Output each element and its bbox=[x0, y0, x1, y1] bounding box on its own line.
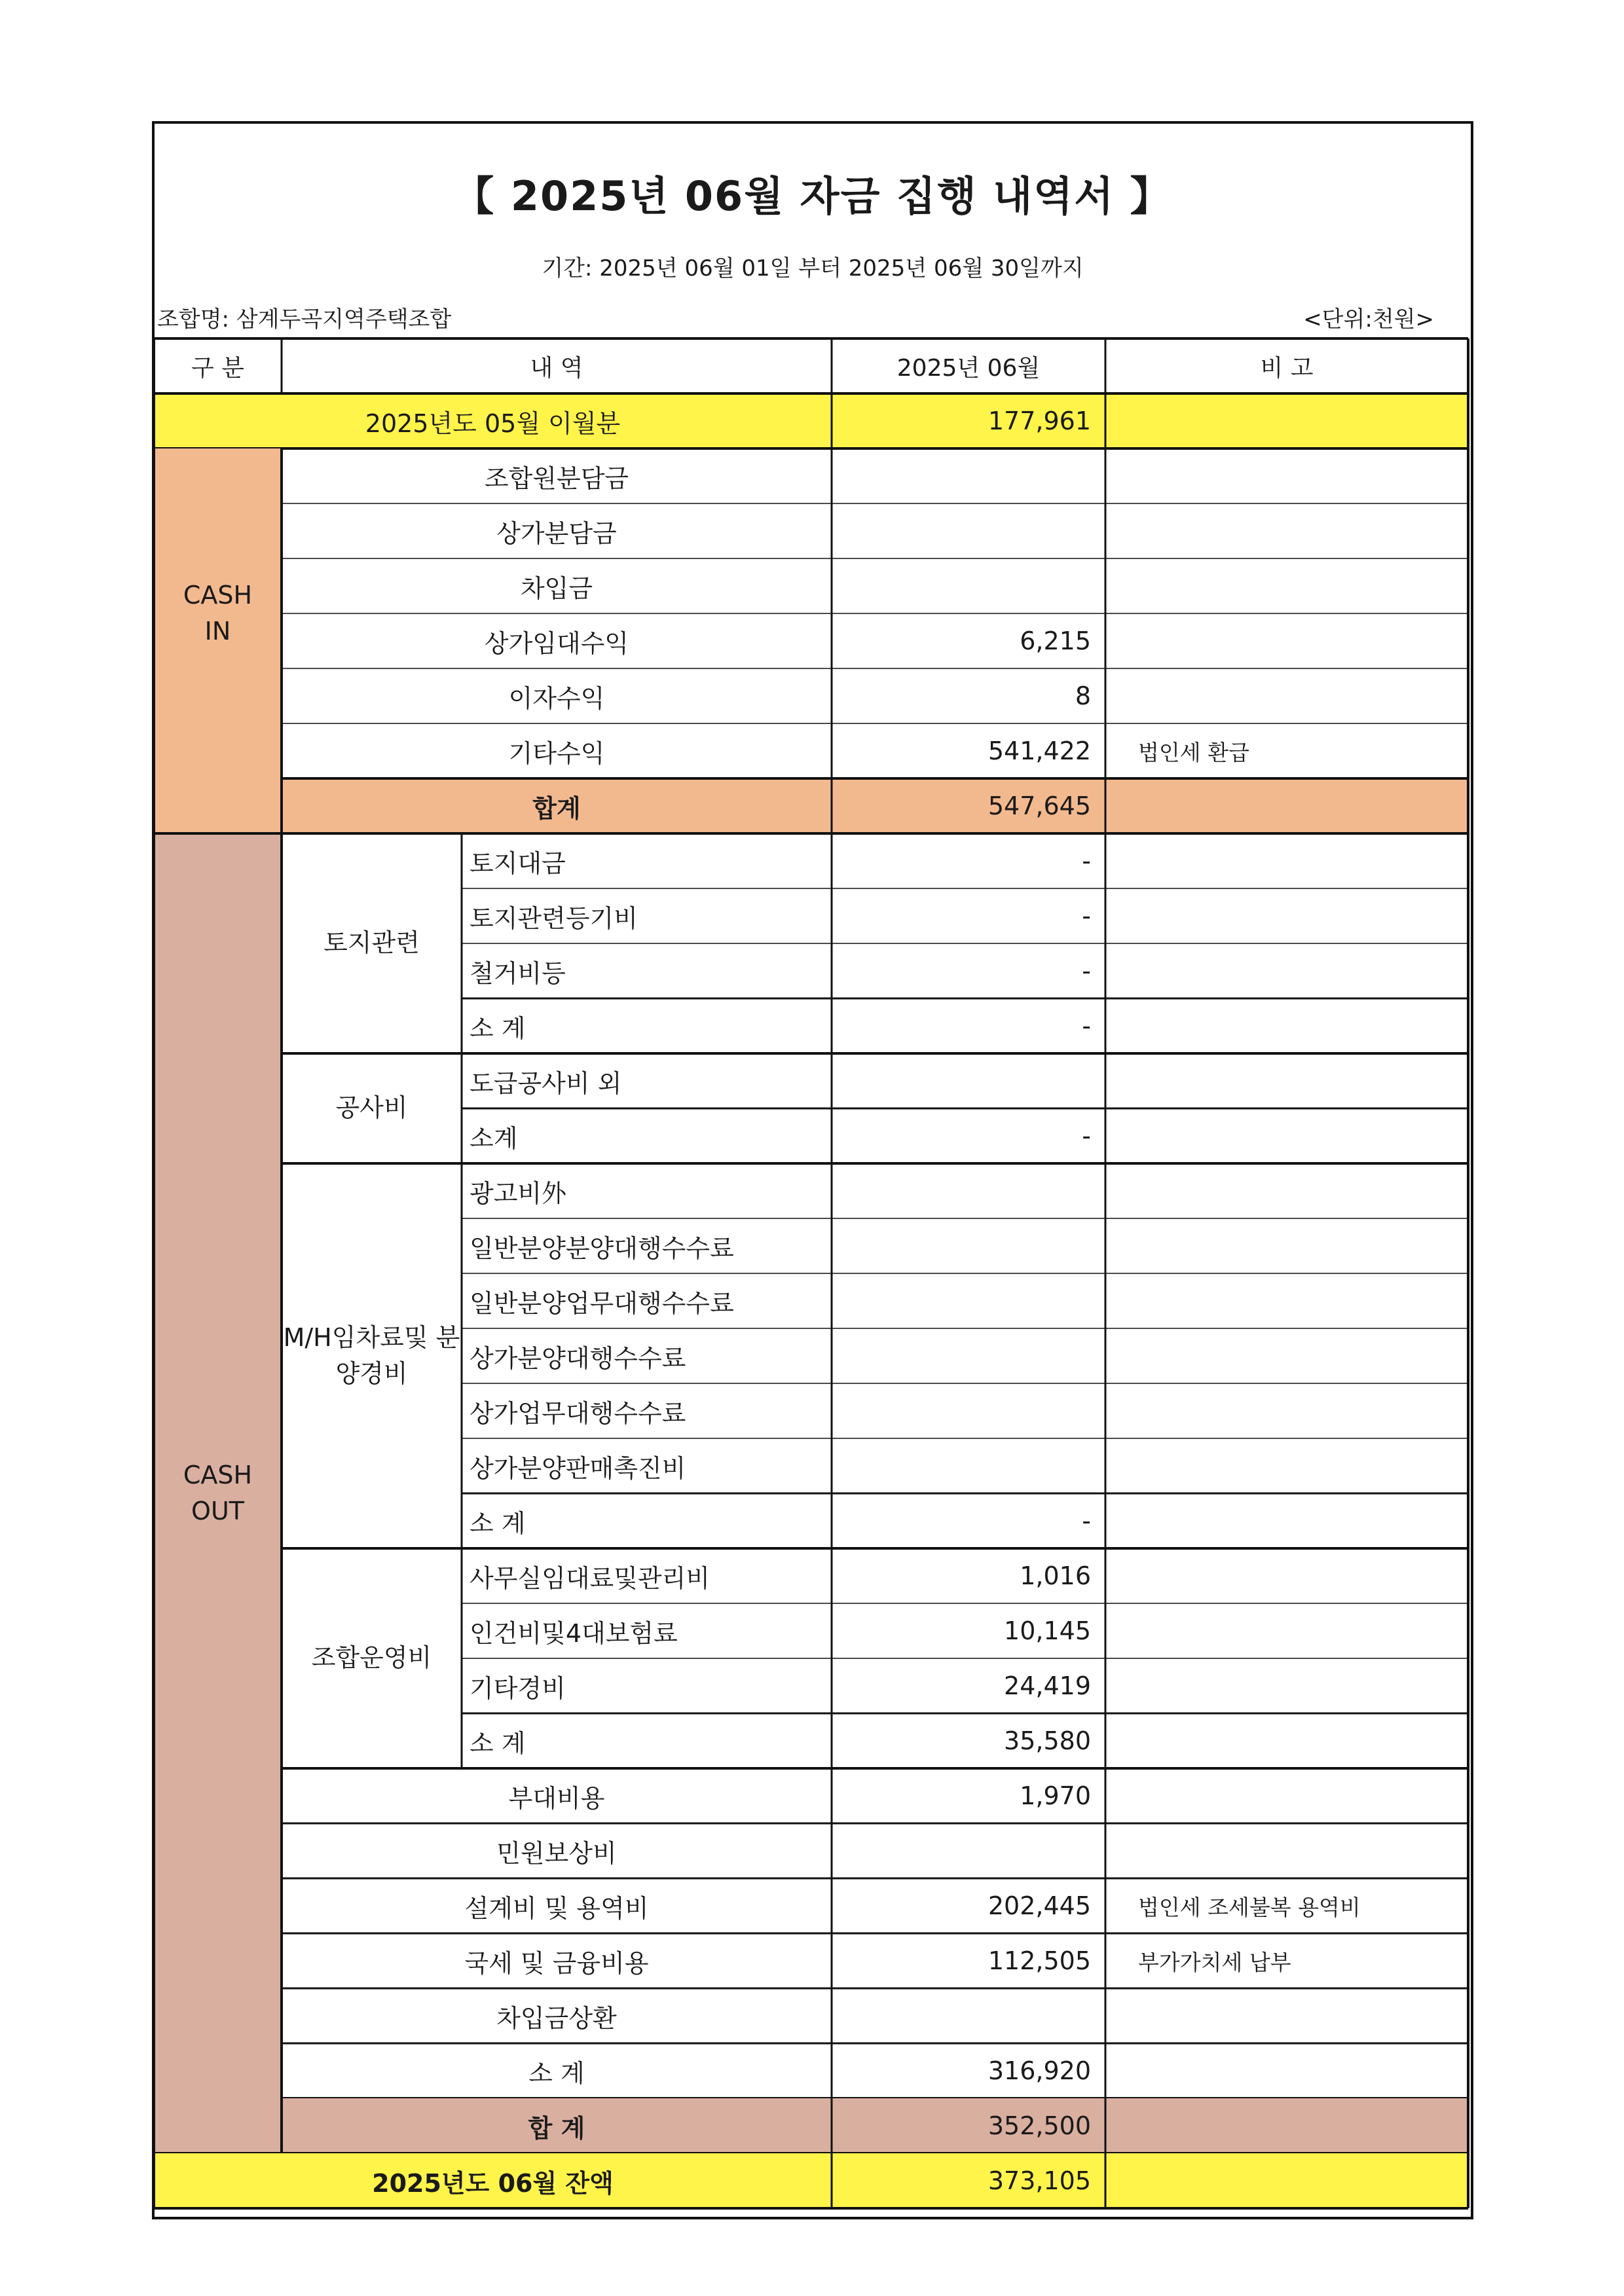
cash-in-item-note: 법인세 환급 bbox=[1138, 739, 1249, 765]
unit-label: <단위:천원> bbox=[1303, 306, 1434, 333]
period-text: 기간: 2025년 06월 01일 부터 2025년 06월 30일까지 bbox=[542, 255, 1084, 282]
header-month: 2025년 06월 bbox=[896, 354, 1041, 382]
carryover-label: 2025년도 05월 이월분 bbox=[365, 409, 621, 438]
cash-out-item-amount bbox=[832, 1383, 1105, 1438]
cash-out-item-label: 상가분양대행수수료 bbox=[470, 1343, 686, 1373]
cash-out-item-label: 소 계 bbox=[470, 1728, 526, 1758]
cash-in-item-label: 이자수익 bbox=[508, 683, 605, 713]
cash-in-item-amount: 6,215 bbox=[1020, 627, 1091, 655]
cash-out-item-amount bbox=[832, 1328, 1105, 1383]
cash-out-other-label: 차입금상환 bbox=[496, 2003, 617, 2033]
cash-in-item-amount bbox=[832, 503, 1105, 558]
carryover-amount: 177,961 bbox=[987, 407, 1091, 435]
cash-out-other-label: 민원보상비 bbox=[496, 1838, 617, 1868]
cash-out-total-amount: 352,500 bbox=[987, 2111, 1091, 2140]
cash-out-other-label: 국세 및 금융비용 bbox=[464, 1948, 649, 1978]
cash-in-item-note bbox=[1105, 668, 1468, 723]
cash-out-item-amount: - bbox=[1082, 1121, 1091, 1150]
balance-label: 2025년도 06월 잔액 bbox=[372, 2168, 614, 2198]
cash-out-item-amount: - bbox=[1082, 1011, 1091, 1040]
cash-out-item-label: 도급공사비 외 bbox=[470, 1068, 622, 1098]
cash-out-item-amount bbox=[832, 1438, 1105, 1493]
cash-out-other-note bbox=[1105, 1823, 1468, 1878]
cash-out-other-amount bbox=[832, 1823, 1105, 1878]
cash-out-item-label: 일반분양분양대행수수료 bbox=[470, 1233, 734, 1263]
cash-in-label: CASH IN bbox=[183, 580, 253, 646]
cash-out-item-amount: - bbox=[1082, 957, 1091, 985]
cash-out-other-note: 법인세 조세불복 용역비 bbox=[1138, 1894, 1361, 1920]
cash-out-label: CASH OUT bbox=[183, 1460, 253, 1525]
cash-out-other-amount: 112,505 bbox=[987, 1946, 1091, 1975]
cash-out-item-amount: - bbox=[1082, 847, 1091, 875]
cash-out-other-note bbox=[1105, 1988, 1468, 2043]
cash-out-other-label: 부대비용 bbox=[508, 1783, 605, 1813]
cash-out-item-amount bbox=[832, 1273, 1105, 1328]
cash-in-item-amount bbox=[832, 448, 1105, 503]
cash-out-other-amount bbox=[832, 1988, 1105, 2043]
cash-out-item-amount: 1,016 bbox=[1020, 1561, 1091, 1590]
cash-out-item-amount: - bbox=[1082, 902, 1091, 930]
cash-in-item-amount bbox=[832, 558, 1105, 613]
cash-out-item-amount: 10,145 bbox=[1004, 1616, 1091, 1645]
cash-out-item-label: 인건비및4대보험료 bbox=[470, 1618, 678, 1648]
header-note: 비 고 bbox=[1260, 354, 1314, 382]
cash-out-group-label: M/H임차료및 분양경비 bbox=[283, 1322, 460, 1388]
cash-out-other-amount: 316,920 bbox=[987, 2056, 1091, 2085]
cash-out-item-amount bbox=[832, 1218, 1105, 1273]
cash-in-item-label: 상가임대수익 bbox=[484, 629, 629, 658]
cash-out-item-amount: 35,580 bbox=[1004, 1726, 1091, 1755]
cash-out-item-label: 일반분양업무대행수수료 bbox=[470, 1288, 734, 1318]
cash-out-total-label: 합 계 bbox=[528, 2113, 585, 2143]
cash-out-item-amount: - bbox=[1082, 1506, 1091, 1535]
cash-out-item-amount bbox=[832, 1163, 1105, 1218]
cash-in-total-label: 합계 bbox=[532, 793, 581, 823]
cash-in-item-note bbox=[1105, 503, 1468, 558]
cash-in-total-amount: 547,645 bbox=[987, 792, 1091, 820]
cash-out-item-label: 상가분양판매촉진비 bbox=[470, 1453, 686, 1483]
cash-in-item-label: 기타수익 bbox=[508, 738, 605, 768]
cash-out-item-amount bbox=[832, 1053, 1105, 1108]
header-category: 구 분 bbox=[191, 354, 244, 382]
cash-out-other-note: 부가가치세 납부 bbox=[1138, 1949, 1291, 1975]
cash-in-item-note bbox=[1105, 448, 1468, 503]
cash-out-item-label: 광고비外 bbox=[470, 1178, 567, 1208]
cash-out-item-label: 토지대금 bbox=[470, 848, 566, 878]
cash-out-item-label: 소계 bbox=[470, 1123, 518, 1153]
balance-amount: 373,105 bbox=[987, 2166, 1091, 2195]
union-name: 조합명: 삼계두곡지역주택조합 bbox=[157, 306, 452, 333]
cash-in-item-label: 상가분담금 bbox=[496, 519, 617, 548]
cash-in-item-note bbox=[1105, 613, 1468, 668]
cash-out-other-label: 설계비 및 용역비 bbox=[464, 1893, 649, 1923]
page-title: 【 2025년 06월 자금 집행 내역서 】 bbox=[453, 172, 1172, 220]
cash-out-other-amount: 202,445 bbox=[987, 1891, 1091, 1920]
cash-out-item-amount: 24,419 bbox=[1004, 1671, 1091, 1700]
cash-in-item-amount: 541,422 bbox=[987, 737, 1091, 765]
cash-in-item-label: 조합원분담금 bbox=[484, 464, 629, 493]
cash-out-group-label: 공사비 bbox=[335, 1093, 408, 1123]
cash-out-group-label: 조합운영비 bbox=[311, 1643, 432, 1673]
cash-out-other-amount: 1,970 bbox=[1020, 1781, 1091, 1810]
cash-out-other-note bbox=[1105, 2043, 1468, 2098]
cash-out-item-label: 토지관련등기비 bbox=[470, 903, 638, 933]
cash-out-item-label: 소 계 bbox=[470, 1508, 526, 1538]
cash-out-item-label: 기타경비 bbox=[470, 1673, 566, 1703]
cash-out-item-label: 상가업무대행수수료 bbox=[470, 1398, 686, 1428]
cash-in-item-label: 차입금 bbox=[520, 574, 593, 603]
cash-out-other-label: 소 계 bbox=[528, 2058, 585, 2088]
cash-out-item-label: 철거비등 bbox=[470, 958, 566, 988]
cash-in-item-amount: 8 bbox=[1075, 682, 1091, 710]
cash-in-item-note bbox=[1105, 558, 1468, 613]
cash-out-other-note bbox=[1105, 1768, 1468, 1823]
cash-out-item-label: 소 계 bbox=[470, 1013, 526, 1043]
header-detail: 내 역 bbox=[530, 354, 583, 382]
cash-out-item-label: 사무실임대료및관리비 bbox=[470, 1563, 710, 1593]
cash-out-group-label: 토지관련 bbox=[323, 928, 420, 958]
